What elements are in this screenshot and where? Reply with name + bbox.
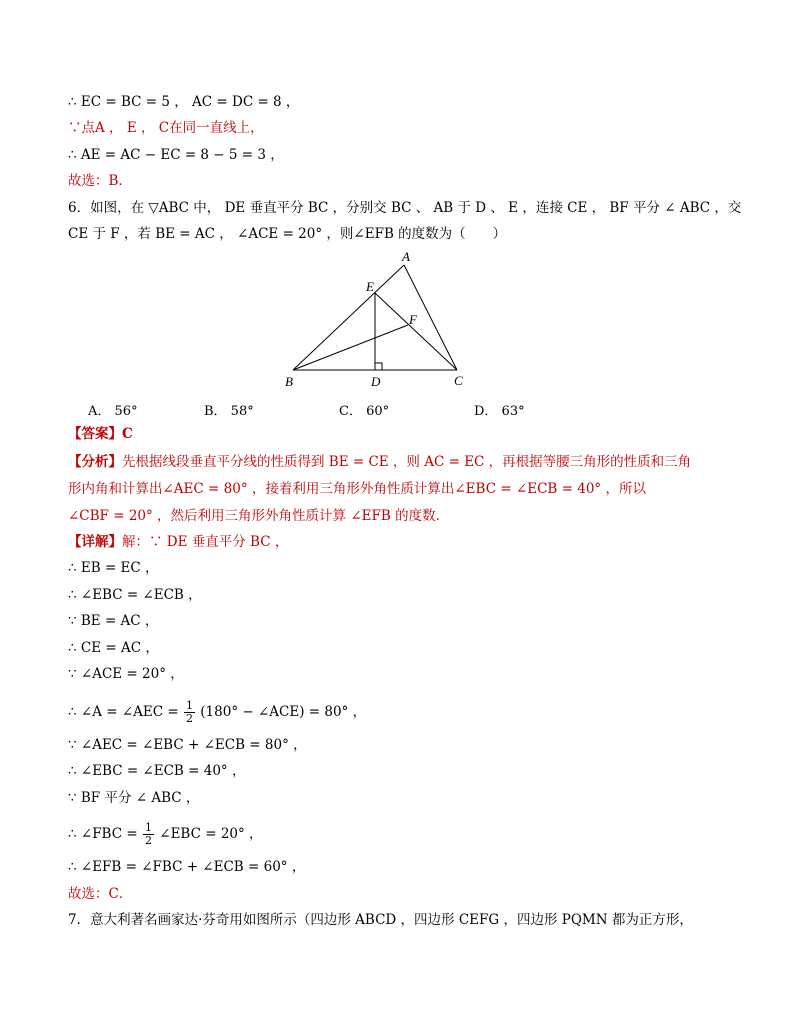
option-c: C． 60° (339, 404, 390, 419)
segment-bf (293, 325, 408, 370)
detail-line-12: 故选：C． (68, 886, 133, 902)
option-d: D． 63° (474, 404, 525, 419)
detail-line-3: ∵ BE = AC ， (68, 613, 159, 629)
detail-6-right: (180° − ∠ACE) = 80° ， (200, 704, 367, 720)
detail-10-left: ∴ ∠FBC = (68, 826, 138, 842)
analysis-line-1 (68, 453, 691, 471)
detail-line-0 (68, 533, 288, 551)
detail-line-1: ∴ EB = EC ， (68, 560, 159, 576)
answer-tag: 【答案】 (68, 426, 122, 442)
detail-text-0: 解：∵ DE 垂直平分 BC ， (122, 534, 289, 550)
analysis-tag: 【分析】 (68, 454, 122, 470)
triangle-figure (278, 248, 478, 393)
fraction-denominator: 2 (185, 712, 193, 725)
detail-line-10 (68, 822, 263, 847)
detail-line-11: ∴ ∠EFB = ∠FBC + ∠ECB = 60° ， (68, 859, 306, 875)
analysis-line-3: ∠CBF = 20° ，然后利用三角形外角性质计算 ∠EFB 的度数． (68, 508, 450, 524)
detail-10-right: ∠EBC = 20° ， (159, 826, 263, 842)
segment-ec (375, 293, 457, 370)
question-6-line-2: CE 于 F ，若 BE = AC ， ∠ACE = 20° ，则∠EFB 的度数为（ ） (68, 226, 507, 242)
choice-result: 故选：B． (68, 173, 132, 189)
label-c: C (454, 373, 463, 388)
answer-value: C (122, 426, 133, 442)
fraction-half-2 (143, 822, 154, 847)
label-a: A (402, 249, 410, 264)
option-b: B． 58° (204, 404, 254, 419)
detail-line-9: ∵ BF 平分 ∠ ABC ， (68, 790, 200, 806)
solution-line-2: ∵点A ， E ， C在同一直线上， (68, 120, 264, 136)
detail-line-8: ∴ ∠EBC = ∠ECB = 40° ， (68, 763, 246, 779)
detail-line-7: ∵ ∠AEC = ∠EBC + ∠ECB = 80° ， (68, 737, 307, 753)
segment-ba (293, 265, 404, 370)
solution-line-1: ∴ EC = BC = 5 ， AC = DC = 8 ， (68, 94, 300, 110)
answer-line (68, 425, 133, 443)
detail-6-left: ∴ ∠A = ∠AEC = (68, 704, 179, 720)
detail-line-5: ∵ ∠ACE = 20° ， (68, 666, 184, 682)
right-angle-mark (375, 363, 382, 370)
fraction-numerator: 1 (185, 699, 193, 712)
fraction-numerator-2: 1 (144, 821, 152, 834)
label-b: B (285, 374, 293, 389)
question-7-line-1: 7．意大利著名画家达·芬奇用如图所示（四边形 ABCD ，四边形 CEFG ，四边形 PQMN 都为正方形， (68, 912, 693, 928)
detail-line-6 (68, 700, 366, 725)
option-a: A． 56° (88, 404, 138, 419)
label-e: E (366, 279, 374, 294)
label-f: F (409, 312, 417, 327)
detail-tag: 【详解】 (68, 534, 122, 550)
detail-line-4: ∴ CE = AC ， (68, 640, 159, 656)
detail-line-2: ∴ ∠EBC = ∠ECB ， (68, 587, 202, 603)
fraction-denominator-2: 2 (144, 834, 152, 847)
analysis-line-2: 形内角和计算出∠AEC = 80° ，接着利用三角形外角性质计算出∠EBC = ∠ECB = 40° ，所以 (68, 481, 646, 497)
fraction-half (184, 700, 195, 725)
label-d: D (371, 374, 381, 389)
analysis-text-1: 先根据线段垂直平分线的性质得到 BE = CE ，则 AC = EC ，再根据等腰三角形的性质和三角 (122, 454, 692, 470)
solution-line-3: ∴ AE = AC − EC = 8 − 5 = 3 ， (68, 147, 284, 163)
question-6-line-1: 6．如图，在 ▽ABC 中， DE 垂直平分 BC ，分别交 BC 、 AB 于 D 、 E ，连接 CE ， BF 平分 ∠ ABC ，交 (68, 200, 742, 216)
